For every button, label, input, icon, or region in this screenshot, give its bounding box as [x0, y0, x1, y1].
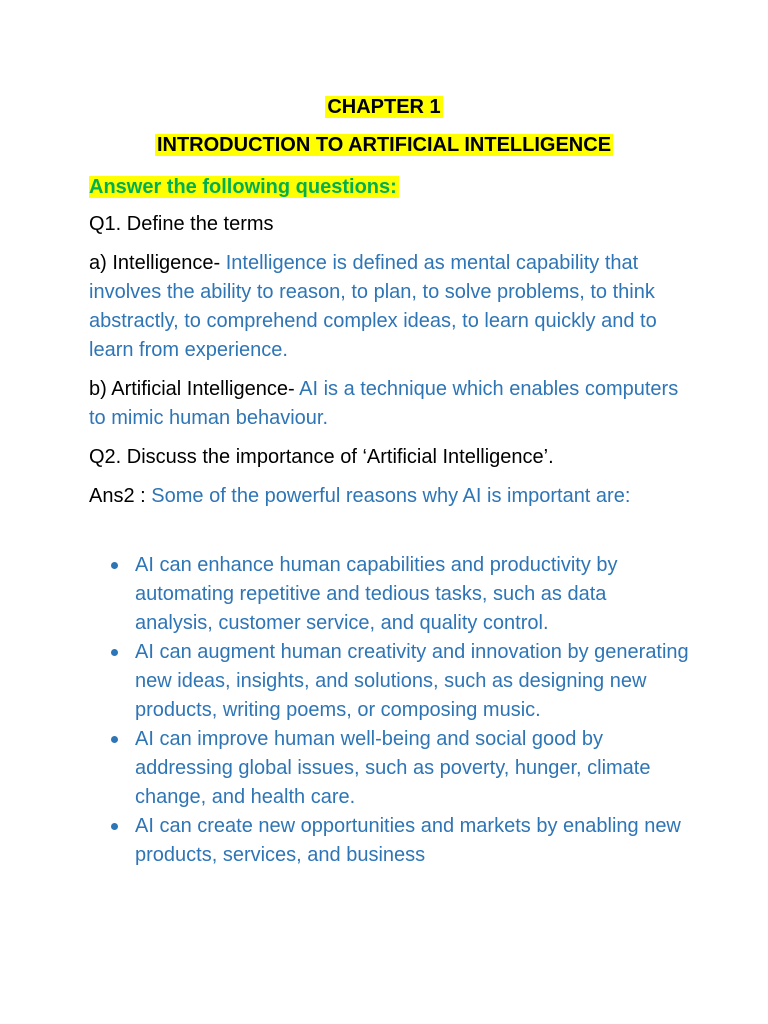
chapter-number: CHAPTER 1	[327, 96, 441, 118]
question-1: Q1. Define the terms	[89, 213, 274, 235]
list-item	[89, 812, 689, 870]
definition-intelligence-text: Intelligence is defined as mental capability that involves the ability to reason, to plan, to solve problems, to think abstractly, to comprehend complex ideas, to learn quickly and to learn from experience.	[89, 252, 657, 361]
answer-2-intro: Some of the powerful reasons why AI is important are:	[151, 485, 631, 507]
definition-artificial-intelligence	[89, 375, 689, 433]
list-item-text: AI can enhance human capabilities and productivity by automating repetitive and tedious tasks, such as data analysis, customer service, and quality control.	[135, 554, 618, 634]
importance-bullet-list	[89, 551, 689, 870]
question-2: Q2. Discuss the importance of ‘Artificial Intelligence’.	[89, 446, 554, 468]
definition-ai-text: AI is a technique which enables computers to mimic human behaviour.	[89, 378, 679, 429]
instruction-heading	[89, 174, 399, 200]
definition-intelligence	[89, 249, 689, 365]
bullet-icon	[111, 823, 118, 830]
answer-2	[89, 482, 689, 511]
bullet-icon	[111, 736, 118, 743]
list-item	[89, 725, 689, 812]
list-item-text: AI can create new opportunities and markets by enabling new products, services, and business	[135, 815, 681, 866]
instruction-text: Answer the following questions:	[89, 176, 397, 198]
answer-2-label: Ans2 :	[89, 485, 152, 507]
bullet-icon	[111, 562, 118, 569]
chapter-heading	[0, 94, 768, 120]
list-item	[89, 551, 689, 638]
chapter-title	[0, 132, 768, 158]
list-item-text: AI can improve human well-being and social good by addressing global issues, such as poverty, hunger, climate change, and health care.	[135, 728, 651, 808]
chapter-title-text: INTRODUCTION TO ARTIFICIAL INTELLIGENCE	[156, 134, 612, 156]
list-item	[89, 638, 689, 725]
bullet-icon	[111, 649, 118, 656]
term-intelligence: a) Intelligence-	[89, 252, 226, 274]
list-item-text: AI can augment human creativity and innovation by generating new ideas, insights, and solutions, such as designing new products, writing poems, or composing music.	[135, 641, 689, 721]
term-artificial-intelligence: b) Artificial Intelligence-	[89, 378, 300, 400]
